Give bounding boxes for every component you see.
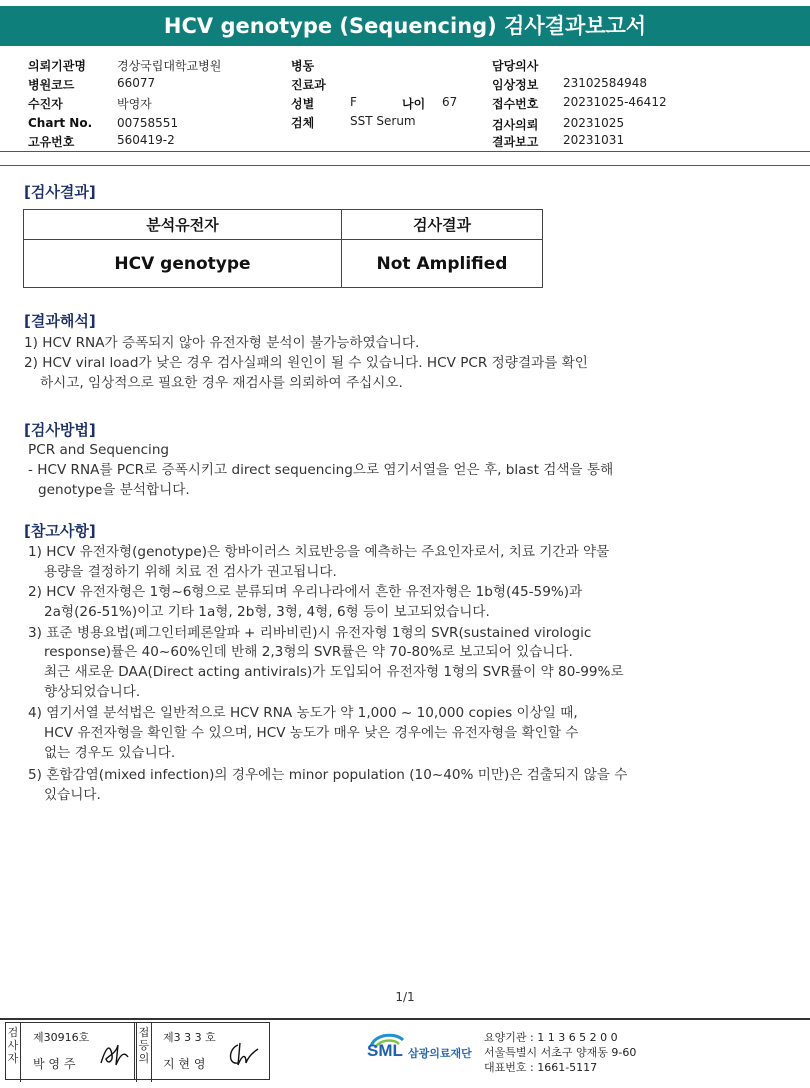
age-label: 나이 <box>402 97 426 111</box>
request-value: 20231025 <box>563 116 625 130</box>
approver-license: 제3 3 3 호 <box>163 1031 216 1044</box>
reference-line: 4) 염기서열 분석법은 일반적으로 HCV RNA 농도가 약 1,000 ~ 10,000 copies 이상일 때, <box>28 705 578 721</box>
reference-line: 5) 혼합감염(mixed infection)의 경우에는 minor population (10~40% 미만)은 검출되지 않을 수 <box>28 767 628 783</box>
method-section-title: [검사방법] <box>24 421 96 439</box>
report-title: HCV genotype (Sequencing) 검사결과보고서 <box>0 6 810 46</box>
sex-label: 성별 <box>291 97 315 111</box>
patient-label: 수진자 <box>28 97 63 111</box>
approver-signature <box>224 1037 260 1071</box>
reference-line: 3) 표준 병용요법(페그인터페론알파 + 리바비린)시 유전자형 1형의 SVR(sustained virologic <box>28 625 592 641</box>
age-value: 67 <box>442 95 458 109</box>
result-cell: Not Amplified <box>342 240 543 288</box>
sml-logo-text: SML <box>367 1041 403 1060</box>
specimen-label: 검체 <box>291 116 315 130</box>
report-date-label: 결과보고 <box>492 135 539 149</box>
examiner-signature <box>98 1037 132 1071</box>
reference-line: 용량을 결정하기 위해 치료 전 검사가 권고됩니다. <box>44 564 337 580</box>
examiner-name: 박 영 주 <box>33 1057 76 1071</box>
hospital-code-label: 병원코드 <box>28 78 75 92</box>
gene-column-header: 분석유전자 <box>24 210 342 240</box>
id-label: 고유번호 <box>28 135 75 149</box>
results-table <box>23 209 543 288</box>
organization-info <box>484 1030 636 1075</box>
reference-line: HCV 유전자형을 확인할 수 있으며, HCV 농도가 매우 낮은 경우에는 유전자형을 확인할 수 <box>44 725 579 741</box>
request-label: 검사의뢰 <box>492 118 539 132</box>
hospital-code-value: 66077 <box>117 76 156 90</box>
approver-label: 접등의 <box>136 1023 152 1082</box>
reference-line: 2) HCV 유전자형은 1형~6형으로 분류되며 우리나라에서 흔한 유전자형은 1b형(45-59%)과 <box>28 584 583 600</box>
header-divider <box>0 151 810 152</box>
doctor-label: 담당의사 <box>492 59 539 73</box>
result-column-header: 검사결과 <box>342 210 543 240</box>
sex-value: F <box>350 95 357 109</box>
org-code: 요양기관 : 1 1 3 6 5 2 0 0 <box>484 1031 618 1044</box>
reference-line: 최근 새로운 DAA(Direct acting antivirals)가 도입되어 유전자형 1형의 SVR률이 약 80-99%로 <box>44 664 624 680</box>
reference-line: 없는 경우도 있습니다. <box>44 745 176 761</box>
chart-label: Chart No. <box>28 116 93 130</box>
dept-label: 진료과 <box>291 78 326 92</box>
reference-line: response)률은 40~60%인데 반해 2,3형의 SVR률은 약 70-80%로 보고되어 있습니다. <box>44 644 573 660</box>
results-header-row <box>24 210 543 240</box>
patient-value: 박영자 <box>117 97 152 111</box>
reference-line: 1) HCV 유전자형(genotype)은 항바이러스 치료반응을 예측하는 주요인자로서, 치료 기간과 약물 <box>28 544 610 560</box>
interpretation-line: 2) HCV viral load가 낮은 경우 검사실패의 원인이 될 수 있습니다. HCV PCR 정량결과를 확인 <box>24 355 588 371</box>
footer-divider <box>0 1018 810 1020</box>
chart-value: 00758551 <box>117 116 179 130</box>
sml-logo <box>367 1030 487 1070</box>
signature-box <box>5 1022 270 1080</box>
header-divider-2 <box>0 165 810 166</box>
clinical-label: 임상정보 <box>492 78 539 92</box>
references-section-title: [참고사항] <box>24 522 96 540</box>
table-row <box>24 240 543 288</box>
ward-label: 병동 <box>291 59 315 73</box>
method-line: genotype을 분석합니다. <box>38 482 190 498</box>
institution-label: 의뢰기관명 <box>28 59 86 73</box>
sml-logo-subtext: 삼광의료재단 <box>408 1047 472 1060</box>
institution-value: 경상국립대학교병원 <box>117 59 222 73</box>
signature-divider <box>134 1023 135 1079</box>
specimen-value: SST Serum <box>350 114 416 128</box>
reference-line: 있습니다. <box>44 787 101 803</box>
report-date-value: 20231031 <box>563 133 625 147</box>
org-address: 서울특별시 서초구 양재동 9-60 <box>484 1046 637 1059</box>
receipt-label: 접수번호 <box>492 97 539 111</box>
id-value: 560419-2 <box>117 133 175 147</box>
org-phone: 대표번호 : 1661-5117 <box>484 1061 598 1074</box>
interpretation-section-title: [결과해석] <box>24 312 96 330</box>
interpretation-line: 하시고, 임상적으로 필요한 경우 재검사를 의뢰하여 주십시오. <box>40 375 403 391</box>
examiner-license: 제30916호 <box>33 1031 90 1044</box>
reference-line: 2a형(26-51%)이고 기타 1a형, 2b형, 3형, 4형, 6형 등이 보고되었습니다. <box>44 604 490 620</box>
approver-name: 지 현 영 <box>163 1057 206 1071</box>
examiner-label: 검사자 <box>6 1023 21 1082</box>
receipt-value: 20231025-46412 <box>563 95 667 109</box>
results-section-title: [검사결과] <box>24 183 96 201</box>
gene-cell: HCV genotype <box>24 240 342 288</box>
clinical-value: 23102584948 <box>563 76 647 90</box>
page-number: 1/1 <box>395 990 415 1004</box>
method-line: - HCV RNA를 PCR로 증폭시키고 direct sequencing으로 염기서열을 얻은 후, blast 검색을 통해 <box>28 462 614 478</box>
method-line: PCR and Sequencing <box>28 442 170 458</box>
interpretation-line: 1) HCV RNA가 증폭되지 않아 유전자형 분석이 불가능하였습니다. <box>24 335 420 351</box>
reference-line: 향상되었습니다. <box>44 684 141 700</box>
